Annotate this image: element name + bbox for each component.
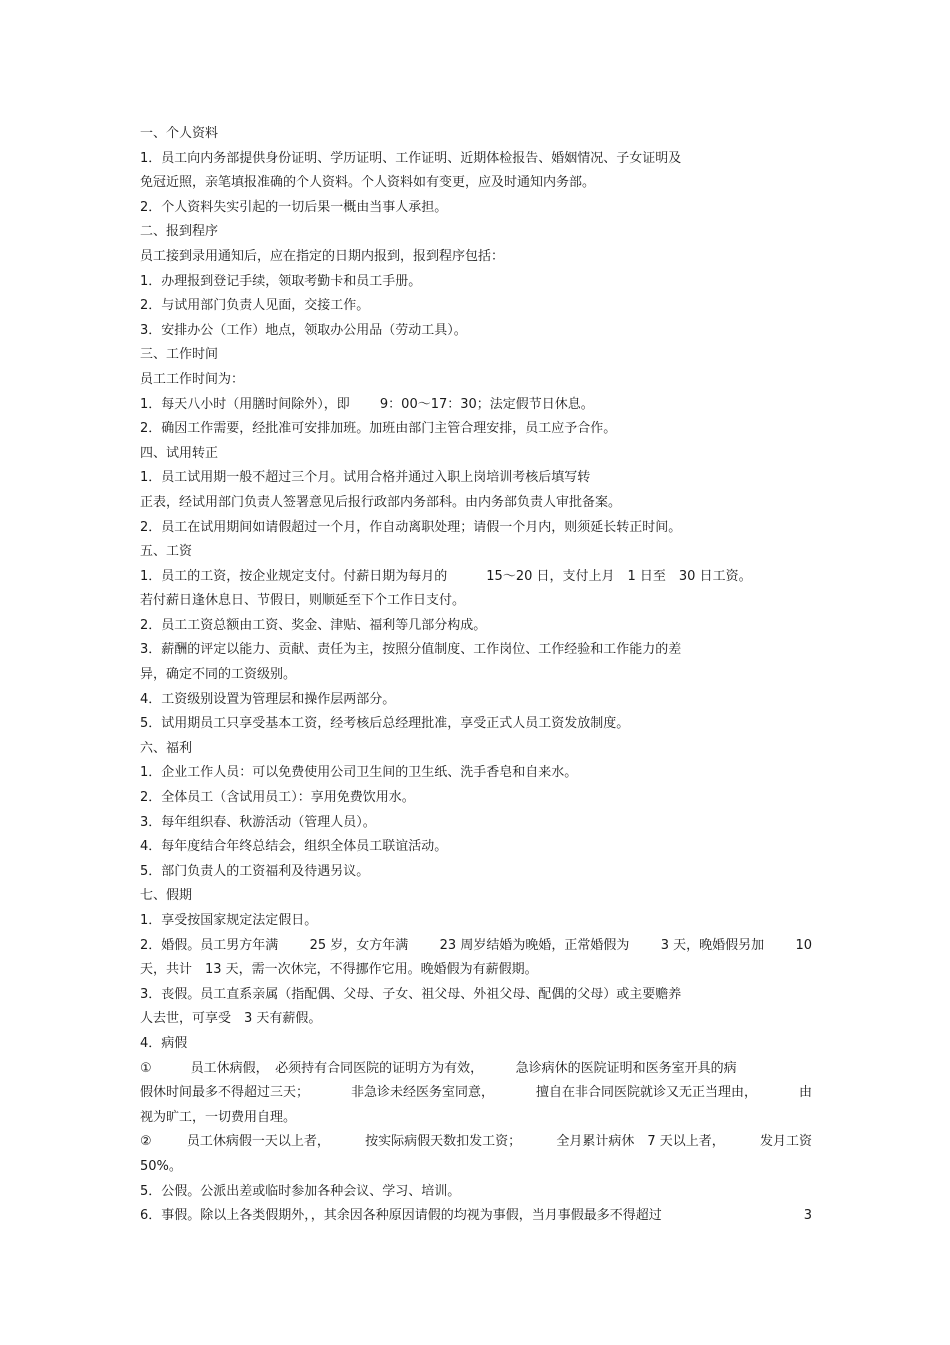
text-line [140,1081,812,1106]
text-segment: 6．事假。除以上各类假期外，，其余因各种原因请假的均视为事假，当月事假最多不得超过 [140,1208,662,1224]
text-line [140,1130,812,1155]
text-line: 免冠近照，亲笔填报准确的个人资料。个人资料如有变更，应及时通知内务部。 [140,175,596,191]
text-line: 一、个人资料 [140,126,219,141]
text-line: 1．办理报到登记手续，领取考勤卡和员工手册。 [140,273,422,289]
text-line: 若付薪日逢休息日、节假日，则顺延至下个工作日支付。 [140,593,466,609]
text-line: 视为旷工，一切费用自理。 [140,1109,297,1125]
text-segment: 假休时间最多不得超过三天； [140,1085,310,1101]
text-line: 五、工资 [140,544,193,560]
text-line: 天，共计 13 天，需一次休完，不得挪作它用。晚婚假为有薪假期。 [140,962,538,978]
text-segment: 2．婚假。员工男方年满 [140,937,279,953]
text-line: 5．公假。公派出差或临时参加各种会议、学习、培训。 [140,1183,461,1199]
text-line: 1．每天八小时（用膳时间除外），即 9：00～17：30；法定假节日休息。 [140,396,594,412]
text-line: 六、福利 [140,740,193,756]
text-segment: 3 [803,1208,812,1224]
text-segment: 25 岁，女方年满 [309,937,409,953]
text-line: ① 员工休病假， 必须持有合同医院的证明方为有效， 急诊病休的医院证明和医务室开具的病 [140,1060,737,1076]
text-line: 1．员工试用期一般不超过三个月。试用合格并通过入职上岗培训考核后填写转 [140,470,591,486]
text-line [140,1204,812,1229]
text-line: 5．部门负责人的工资福利及待遇另议。 [140,863,370,879]
text-line: 1．享受按国家规定法定假日。 [140,913,318,928]
text-line: 3．每年组织春、秋游活动（管理人员）。 [140,814,376,830]
text-line: 2．个人资料失实引起的一切后果一概由当事人承担。 [140,199,448,215]
text-segment: 10 [795,937,812,953]
text-line: 4．每年度结合年终总结会，组织全体员工联谊活动。 [140,839,448,855]
text-line: 2．员工在试用期间如请假超过一个月，作自动离职处理；请假一个月内，则须延长转正时间。 [140,519,682,535]
text-segment: 擅自在非合同医院就诊又无正当理由， [535,1085,757,1101]
text-line: 异，确定不同的工资级别。 [140,667,297,683]
text-segment: 员工休病假一天以上者， [186,1134,330,1150]
text-line [140,934,812,959]
text-line: 4．病假 [140,1035,188,1051]
text-line: 4．工资级别设置为管理层和操作层两部分。 [140,691,396,707]
text-line: 2．确因工作需要，经批准可安排加班。加班由部门主管合理安排，员工应予合作。 [140,421,617,437]
text-line: 2．员工工资总额由工资、奖金、津贴、福利等几部分构成。 [140,617,487,633]
text-line: 正表，经试用部门负责人签署意见后报行政部内务部科。由内务部负责人审批备案。 [140,494,622,510]
text-line: 1．员工的工资，按企业规定支付。付薪日期为每月的 15～20 日，支付上月 1 日至 30 日工资。 [140,568,752,584]
text-line: 1．企业工作人员：可以免费使用公司卫生间的卫生纸、洗手香皂和自来水。 [140,765,578,781]
text-segment: 3 天，晚婚假另加 [660,937,765,953]
text-line: 员工接到录用通知后，应在指定的日期内报到，报到程序包括： [140,248,505,264]
text-segment: ② [140,1134,152,1150]
text-line: 3．薪酬的评定以能力、贡献、责任为主，按照分值制度、工作岗位、工作经验和工作能力的差 [140,642,682,658]
text-line: 人去世，可享受 3 天有薪假。 [140,1011,322,1027]
text-segment: 全月累计病休 7 天以上者， [556,1134,725,1150]
document-body [140,122,812,1229]
text-line: 员工工作时间为： [140,371,245,387]
text-line: 5．试用期员工只享受基本工资，经考核后总经理批准，享受正式人员工资发放制度。 [140,716,630,732]
text-line: 1．员工向内务部提供身份证明、学历证明、工作证明、近期体检报告、婚姻情况、子女证明及 [140,150,682,166]
text-segment: 由 [798,1085,812,1101]
text-line: 50%。 [140,1158,182,1174]
text-line: 3．丧假。员工直系亲属（指配偶、父母、子女、祖父母、外祖父母、配偶的父母）或主要赡养 [140,986,682,1002]
text-line: 2．与试用部门负责人见面，交接工作。 [140,298,370,314]
text-segment: 23 周岁结婚为晚婚，正常婚假为 [439,937,630,953]
text-segment: 按实际病假天数扣发工资； [365,1134,522,1150]
text-segment: 发月工资 [759,1134,812,1150]
text-line: 四、试用转正 [140,445,219,461]
text-segment: 非急诊未经医务室同意， [350,1085,494,1101]
text-line: 七、假期 [140,888,193,904]
text-line: 三、工作时间 [140,347,219,363]
text-line: 二、报到程序 [140,224,219,240]
text-line: 3．安排办公（工作）地点，领取办公用品（劳动工具）。 [140,322,467,338]
text-line: 2．全体员工（含试用员工）：享用免费饮用水。 [140,790,415,806]
